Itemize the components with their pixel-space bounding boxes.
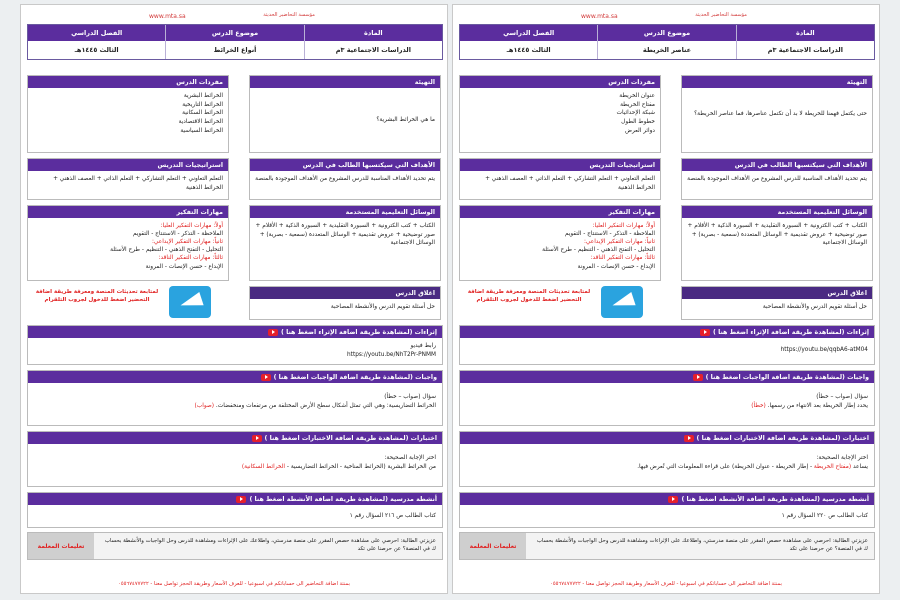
- subject-header: المادة: [736, 25, 874, 41]
- activities-title[interactable]: أنشطة مدرسية (لمشاهدة طريقة اضافة الأنشطة اضغط هنا ): [249, 495, 437, 503]
- homework-question: سؤال (صواب – خطأ): [816, 394, 868, 400]
- semester-header: الفصل الدراسي: [503, 29, 555, 37]
- tests-answer-key: (مفتاح الخريطة: [813, 463, 852, 470]
- youtube-icon[interactable]: [684, 435, 694, 442]
- homework-box: [459, 370, 875, 426]
- strategies-title: استراتيجيات التدريس: [28, 159, 228, 171]
- aids-title: الوسائل التعليمية المستخدمة: [682, 206, 872, 218]
- intro-box: [681, 75, 873, 153]
- goals-box: [249, 158, 441, 200]
- aids-title: الوسائل التعليمية المستخدمة: [250, 206, 440, 218]
- homework-title[interactable]: واجبات (لمشاهدة طريقة اضافة الواجبات اضغط هنا ): [705, 373, 869, 381]
- vocab-title: مفردات الدرس: [28, 76, 228, 88]
- aids-text: الكتاب + كتب الكترونية + السبورة التقليدية + السبورة الذكية + الأقلام + صور توضيحية + عروض تقديمية + الوسائل المتعددة (سمعية - بصرية) + الوسائل الاجتماعية: [255, 223, 435, 247]
- thinking-box: [27, 205, 229, 281]
- thinking-h1: أولاً: مهارات التفكير العليا:: [592, 223, 655, 229]
- youtube-icon[interactable]: [261, 374, 271, 381]
- topic-header: موضوع الدرس: [597, 25, 735, 41]
- closing-text: حل أسئلة تقويم الدرس والأنشطة المصاحبة: [330, 304, 435, 310]
- site-link[interactable]: www.mta.sa: [581, 13, 618, 20]
- notes-label: تعليمات المعلمة: [28, 533, 94, 559]
- thinking-title: مهارات التفكير: [460, 206, 660, 218]
- tests-answer-key: الخرائط السكانية): [241, 463, 286, 470]
- vocab-item: شبكة الإحداثيات: [616, 110, 655, 117]
- enrich-label: رابط فيديو: [410, 343, 436, 349]
- homework-answer: الخرائط التضاريسية: وهي التي تمثل أشكال سطح الأرض المختلفة من مرتفعات ومنخفضات.: [215, 402, 436, 409]
- activities-box: [459, 492, 875, 528]
- semester-value: الثالث ١٤٤٥هـ: [506, 46, 551, 54]
- closing-text: حل أسئلة تقويم الدرس والأنشطة المصاحبة: [762, 304, 867, 310]
- vocab-title: مفردات الدرس: [460, 76, 660, 88]
- org-name: مؤسسة التحاضير الحديثة: [263, 12, 315, 18]
- strategies-text: التعلم التعاوني + التعلم التشاركي + التعلم الذاتي + العصف الذهني + الخرائط الذهنية: [485, 176, 655, 191]
- thinking-l3: الإبداع - حسن الإنصات - المرونة: [577, 263, 655, 270]
- telegram-box[interactable]: [27, 286, 229, 322]
- homework-question: سؤال (صواب – خطأ): [384, 394, 436, 400]
- footer-text: بمنتة اضافة التحاضير الى حساباتكم في اسبوعيا - للعرف الأسعار وطريقة الحجز تواصل معنا - ٠٥٥٦٧٤٧٧٧٢٢: [550, 581, 782, 587]
- thinking-l2: التحليل - التفتح الذهني - التنظيم - طرح الأسئلة: [542, 247, 655, 254]
- footer-text: بمنتة اضافة التحاضير الى حساباتكم في اسبوعيا - للعرف الأسعار وطريقة الحجز تواصل معنا - ٠٥٥٦٧٤٧٧٧٢٢: [118, 581, 350, 587]
- homework-title[interactable]: واجبات (لمشاهدة طريقة اضافة الواجبات اضغط هنا ): [273, 373, 437, 381]
- thinking-title: مهارات التفكير: [28, 206, 228, 218]
- thinking-h2: ثانياً: مهارات التفكير الإبداعي:: [583, 239, 655, 246]
- youtube-icon[interactable]: [252, 435, 262, 442]
- intro-title: التهيئة: [682, 76, 872, 88]
- homework-answer-key: (خطأ): [751, 402, 766, 409]
- activities-text: كتاب الطالب ص ٢١٦ السؤال رقم ١: [349, 513, 436, 519]
- thinking-h1: أولاً: مهارات التفكير العليا:: [160, 223, 223, 229]
- lesson-plan-page-2: [452, 4, 880, 594]
- telegram-text[interactable]: لمتابعة تحديثات المنصة ومعرفة طريقة اضافة التحضير اضغط للدخول لجروب التلقرام: [467, 289, 591, 304]
- aids-box: [681, 205, 873, 281]
- goals-title: الأهداف التي سيكتسبها الطالب في الدرس: [682, 159, 872, 171]
- vocab-item: الخرائط التاريخية: [182, 101, 223, 108]
- tests-answer: من الخرائط البشرية (الخرائط المناخية - الخرائط التضاريسية -: [286, 463, 436, 470]
- enrich-link[interactable]: https://youtu.be/qqbA6-atM04: [780, 347, 868, 353]
- vocab-item: الخرائط السكانية: [182, 110, 223, 117]
- teacher-notes: [27, 532, 443, 560]
- subject-header: المادة: [304, 25, 442, 41]
- tests-question: اختر الإجابة الصحيحة:: [816, 455, 868, 461]
- closing-title: اغلاق الدرس: [682, 287, 872, 299]
- telegram-icon[interactable]: [169, 286, 211, 318]
- semester-value: الثالث ١٤٤٥هـ: [74, 46, 119, 54]
- thinking-box: [459, 205, 661, 281]
- subject-value: الدراسات الاجتماعية ٣م: [304, 41, 442, 59]
- topic-header: موضوع الدرس: [165, 25, 303, 41]
- goals-text: يتم تحديد الأهداف المناسبة للدرس المشروع من الأهداف الموجودة بالمنصة: [255, 176, 435, 182]
- activities-text: كتاب الطالب ص ٢٢٠ السؤال رقم ١: [781, 513, 868, 519]
- tests-question: اختر الإجابة الصحيحة:: [384, 455, 436, 461]
- youtube-icon[interactable]: [693, 374, 703, 381]
- intro-title: التهيئة: [250, 76, 440, 88]
- vocab-item: مفتاح الخريطة: [620, 101, 655, 108]
- thinking-l2: التحليل - التفتح الذهني - التنظيم - طرح الأسئلة: [110, 247, 223, 254]
- notes-text: عزيزتي الطالبة: احرصي على مشاهدة حصص المقرر على منصة مدرستي، واطلاعك على الإثراءات ومشاهدة للدرس وحل الواجبات والأنشطة بحساب ك في المنصة؟ عن حرصنا على تكد: [104, 538, 436, 553]
- enrich-title[interactable]: إثراءات (لمشاهدة طريقة اضافة الإثراء اضغط هنا ): [713, 328, 869, 336]
- enrich-title[interactable]: إثراءات (لمشاهدة طريقة اضافة الإثراء اضغط هنا ): [281, 328, 437, 336]
- goals-box: [681, 158, 873, 200]
- closing-title: اغلاق الدرس: [250, 287, 440, 299]
- tests-answer-rest: - إطار الخريطة - عنوان الخريطة) على قراءة المعلومات التي تُعرض فيها.: [637, 463, 813, 470]
- intro-box: [249, 75, 441, 153]
- homework-answer-key: (صواب): [194, 402, 215, 409]
- topic-value: عناصر الخريطة: [597, 41, 735, 59]
- vocab-item: خطوط الطول: [621, 119, 655, 126]
- enrich-box: [27, 325, 443, 365]
- thinking-h3: ثالثاً: مهارات التفكير الناقد:: [158, 255, 223, 262]
- header-table: [459, 24, 875, 60]
- subject-value: الدراسات الاجتماعية ٣م: [736, 41, 874, 59]
- vocab-box: [459, 75, 661, 153]
- youtube-icon[interactable]: [268, 329, 278, 336]
- notes-label: تعليمات المعلمة: [460, 533, 526, 559]
- teacher-notes: [459, 532, 875, 560]
- telegram-icon[interactable]: [601, 286, 643, 318]
- thinking-l1: الملاحظة - التذكر - الاستنتاج - التقويم: [132, 231, 223, 238]
- thinking-l1: الملاحظة - التذكر - الاستنتاج - التقويم: [564, 231, 655, 238]
- site-link[interactable]: www.mta.sa: [149, 13, 186, 20]
- youtube-icon[interactable]: [700, 329, 710, 336]
- strategies-box: [459, 158, 661, 200]
- activities-title[interactable]: أنشطة مدرسية (لمشاهدة طريقة اضافة الأنشطة اضغط هنا ): [681, 495, 869, 503]
- vocab-item: دوائر العرض: [624, 127, 655, 134]
- closing-box: [681, 286, 873, 320]
- topic-value: أنواع الخرائط: [165, 41, 303, 59]
- activities-box: [27, 492, 443, 528]
- enrich-link[interactable]: https://youtu.be/NhT2Pr-PNMM: [347, 351, 436, 358]
- strategies-box: [27, 158, 229, 200]
- aids-text: الكتاب + كتب الكترونية + السبورة التقليدية + السبورة الذكية + الأقلام + صور توضيحية + عروض تقديمية + الوسائل المتعددة (سمعية - بصرية) + الوسائل الاجتماعية: [687, 223, 867, 247]
- semester-header: الفصل الدراسي: [71, 29, 123, 37]
- vocab-item: عنوان الخريطة: [619, 93, 655, 99]
- youtube-icon[interactable]: [668, 496, 678, 503]
- telegram-text[interactable]: لمتابعة تحديثات المنصة ومعرفة طريقة اضافة التحضير اضغط للدخول لجروب التلقرام: [35, 289, 159, 304]
- tests-title[interactable]: اختبارات (لمشاهدة طريقة اضافة الاختبارات اضغط هنا ): [696, 434, 869, 442]
- header-table: [27, 24, 443, 60]
- homework-answer: يحدد إطار الخريطة بعد الانتهاء من رسمها.: [767, 402, 868, 409]
- tests-answer: يساعد: [852, 463, 868, 470]
- vocab-box: [27, 75, 229, 153]
- enrich-box: [459, 325, 875, 365]
- thinking-l3: الإبداع - حسن الإنصات - المرونة: [145, 263, 223, 270]
- closing-box: [249, 286, 441, 320]
- thinking-h3: ثالثاً: مهارات التفكير الناقد:: [590, 255, 655, 262]
- tests-box: [459, 431, 875, 487]
- notes-text: عزيزتي الطالبة: احرصي على مشاهدة حصص المقرر على منصة مدرستي، واطلاعك على الإثراءات ومشاهدة للدرس وحل الواجبات والأنشطة بحساب ك في المنصة؟ عن حرصنا على تكد: [536, 538, 868, 553]
- intro-text: ما هي الخرائط البشرية؟: [376, 117, 435, 123]
- vocab-item: الخرائط البشرية: [183, 93, 223, 99]
- telegram-box[interactable]: [459, 286, 661, 322]
- tests-title[interactable]: اختبارات (لمشاهدة طريقة اضافة الاختبارات اضغط هنا ): [264, 434, 437, 442]
- homework-box: [27, 370, 443, 426]
- strategies-text: التعلم التعاوني + التعلم التشاركي + التعلم الذاتي + العصف الذهني + الخرائط الذهنية: [53, 176, 223, 191]
- org-name: مؤسسة التحاضير الحديثة: [695, 12, 747, 18]
- vocab-item: الخرائط الاقتصادية: [178, 119, 223, 126]
- tests-box: [27, 431, 443, 487]
- lesson-plan-page-1: [20, 4, 448, 594]
- thinking-h2: ثانياً: مهارات التفكير الإبداعي:: [151, 239, 223, 246]
- vocab-item: الخرائط السياسية: [180, 127, 223, 134]
- goals-title: الأهداف التي سيكتسبها الطالب في الدرس: [250, 159, 440, 171]
- goals-text: يتم تحديد الأهداف المناسبة للدرس المشروع من الأهداف الموجودة بالمنصة: [687, 176, 867, 182]
- strategies-title: استراتيجيات التدريس: [460, 159, 660, 171]
- intro-text: حتى يكتمل فهمنا للخريطة لا بد أن تكتمل عناصرها، فما عناصر الخريطة؟: [694, 111, 867, 117]
- aids-box: [249, 205, 441, 281]
- youtube-icon[interactable]: [236, 496, 246, 503]
